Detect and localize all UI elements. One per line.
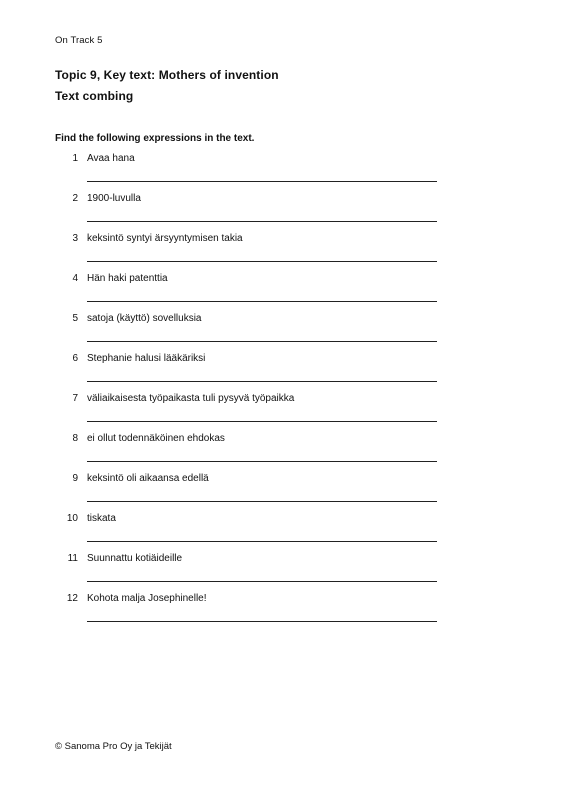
item-expression: Avaa hana <box>87 153 135 164</box>
answer-line[interactable] <box>87 541 437 542</box>
exercise-item-3 <box>0 233 565 273</box>
exercise-list <box>0 153 565 633</box>
answer-line[interactable] <box>87 181 437 182</box>
exercise-item-5 <box>0 313 565 353</box>
item-expression: Hän haki patenttia <box>87 273 168 284</box>
exercise-item-2 <box>0 193 565 233</box>
answer-line[interactable] <box>87 461 437 462</box>
item-expression: keksintö syntyi ärsyyntymisen takia <box>87 233 243 244</box>
item-expression: väliaikaisesta työpaikasta tuli pysyvä työpaikka <box>87 393 295 404</box>
item-number: 12 <box>66 593 78 604</box>
topic-title: Topic 9, Key text: Mothers of invention <box>55 68 279 82</box>
instruction-text: Find the following expressions in the text. <box>55 133 255 144</box>
item-number: 10 <box>66 513 78 524</box>
item-expression: satoja (käyttö) sovelluksia <box>87 313 202 324</box>
item-expression: keksintö oli aikaansa edellä <box>87 473 209 484</box>
answer-line[interactable] <box>87 421 437 422</box>
answer-line[interactable] <box>87 501 437 502</box>
item-number: 2 <box>72 193 78 204</box>
item-number: 3 <box>72 233 78 244</box>
exercise-item-7 <box>0 393 565 433</box>
exercise-subtitle: Text combing <box>55 89 134 103</box>
item-expression: Suunnattu kotiäideille <box>87 553 183 564</box>
exercise-item-6 <box>0 353 565 393</box>
exercise-item-8 <box>0 433 565 473</box>
item-number: 6 <box>72 353 78 364</box>
item-number: 1 <box>72 153 78 164</box>
exercise-item-9 <box>0 473 565 513</box>
item-number: 5 <box>72 313 78 324</box>
item-number: 8 <box>72 433 78 444</box>
exercise-item-10 <box>0 513 565 553</box>
course-label: On Track 5 <box>55 35 103 46</box>
item-number: 4 <box>72 273 78 284</box>
item-number: 7 <box>72 393 78 404</box>
answer-line[interactable] <box>87 341 437 342</box>
item-expression: tiskata <box>87 513 116 524</box>
exercise-item-11 <box>0 553 565 593</box>
item-number: 11 <box>67 553 78 564</box>
answer-line[interactable] <box>87 301 437 302</box>
item-expression: Kohota malja Josephinelle! <box>87 593 207 604</box>
answer-line[interactable] <box>87 621 437 622</box>
item-expression: Stephanie halusi lääkäriksi <box>87 353 206 364</box>
exercise-item-4 <box>0 273 565 313</box>
item-expression: 1900-luvulla <box>87 193 141 204</box>
answer-line[interactable] <box>87 581 437 582</box>
answer-line[interactable] <box>87 221 437 222</box>
item-number: 9 <box>72 473 78 484</box>
exercise-item-12 <box>0 593 565 633</box>
answer-line[interactable] <box>87 261 437 262</box>
item-expression: ei ollut todennäköinen ehdokas <box>87 433 225 444</box>
copyright-footer: © Sanoma Pro Oy ja Tekijät <box>55 741 172 752</box>
answer-line[interactable] <box>87 381 437 382</box>
exercise-item-1 <box>0 153 565 193</box>
